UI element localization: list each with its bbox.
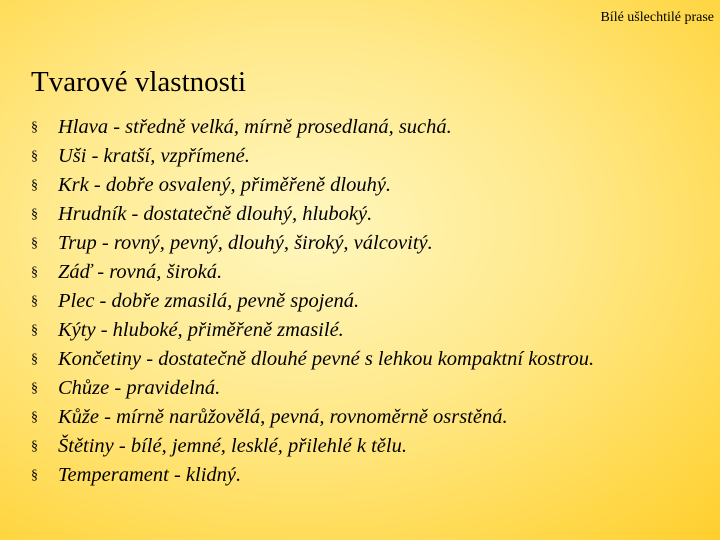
bullet-marker-icon: §: [31, 207, 38, 222]
bullet-text: Plec - dobře zmasilá, pevně spojená.: [58, 290, 360, 312]
bullet-item-trup: [31, 229, 594, 258]
bullet-item-temperament: [31, 461, 594, 490]
bullet-marker-icon: §: [31, 468, 38, 483]
bullet-text: Uši - kratší, vzpřímené.: [58, 145, 250, 167]
bullet-item-plec: [31, 287, 594, 316]
bullet-marker-icon: §: [31, 236, 38, 251]
bullet-marker-icon: §: [31, 294, 38, 309]
bullet-text: Trup - rovný, pevný, dlouhý, široký, válcovitý.: [58, 232, 433, 254]
bullet-text: Štětiny - bílé, jemné, lesklé, přilehlé k tělu.: [58, 435, 407, 457]
slide-title: Tvarové vlastnosti: [31, 66, 247, 98]
presentation-header-title: Bílé ušlechtilé prase: [600, 10, 714, 25]
bullet-text: Chůze - pravidelná.: [58, 377, 221, 399]
bullet-marker-icon: §: [31, 410, 38, 425]
bullet-text: Záď - rovná, široká.: [58, 261, 223, 283]
bullet-item-chuze: [31, 374, 594, 403]
bullet-text: Hrudník - dostatečně dlouhý, hluboký.: [58, 203, 373, 225]
bullet-item-hrudnik: [31, 200, 594, 229]
bullet-item-usi: [31, 142, 594, 171]
bullet-text: Kýty - hluboké, přiměřeně zmasilé.: [58, 319, 344, 341]
bullet-text: Kůže - mírně narůžovělá, pevná, rovnoměrně osrstěná.: [58, 406, 508, 428]
bullet-marker-icon: §: [31, 381, 38, 396]
bullet-marker-icon: §: [31, 149, 38, 164]
bullet-text: Temperament - klidný.: [58, 464, 242, 486]
bullet-text: Končetiny - dostatečně dlouhé pevné s lehkou kompaktní kostrou.: [58, 348, 595, 370]
bullet-marker-icon: §: [31, 352, 38, 367]
bullet-marker-icon: §: [31, 323, 38, 338]
bullet-marker-icon: §: [31, 439, 38, 454]
bullet-item-kyty: [31, 316, 594, 345]
bullet-item-koncetiny: [31, 345, 594, 374]
bullet-item-kuze: [31, 403, 594, 432]
bullet-text: Krk - dobře osvalený, přiměřeně dlouhý.: [58, 174, 392, 196]
bullet-item-stetiny: [31, 432, 594, 461]
bullet-marker-icon: §: [31, 265, 38, 280]
bullet-item-krk: [31, 171, 594, 200]
bullet-item-zad: [31, 258, 594, 287]
bullet-marker-icon: §: [31, 120, 38, 135]
bullet-marker-icon: §: [31, 178, 38, 193]
bullet-item-hlava: [31, 113, 594, 142]
bullet-text: Hlava - středně velká, mírně prosedlaná, suchá.: [58, 116, 452, 138]
bullet-list: [31, 113, 594, 490]
